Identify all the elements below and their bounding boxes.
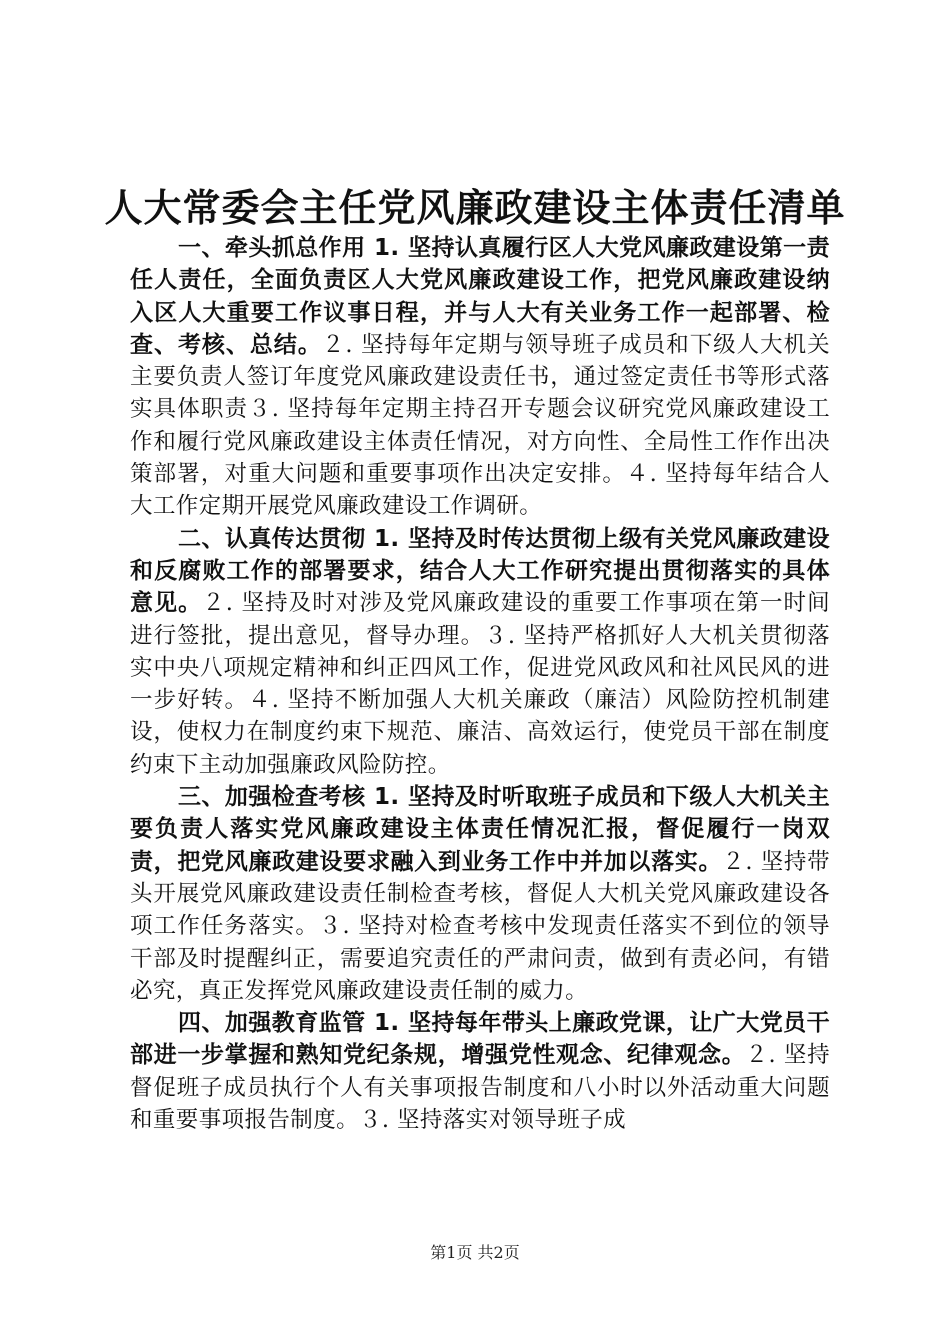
section-4-text: ２. 坚持督促班子成员执行个人有关事项报告制度和八小时以外活动重大问题和重要事项报告制度。３. 坚持落实对领导班子成: [130, 1042, 831, 1134]
section-4: [130, 1007, 830, 1136]
section-4-heading: 四、加强教育监管 1. 坚持每年带头上廉政党课，让广大党员干部进一步掌握和熟知党纪条规，增强党性观念、纪律观念。: [130, 1010, 830, 1069]
section-3: [130, 781, 830, 1007]
document-title: 人大常委会主任党风廉政建设主体责任清单: [104, 185, 846, 230]
section-2: [130, 523, 830, 781]
section-2-heading: 二、认真传达贯彻 1. 坚持及时传达贯彻上级有关党风廉政建设和反腐败工作的部署要求，结合人大工作研究提出贯彻落实的具体意见。: [130, 525, 830, 617]
document-body: [130, 232, 830, 1136]
section-1: [130, 232, 830, 523]
section-2-text: ２. 坚持及时对涉及党风廉政建设的重要工作事项在第一时间进行签批，提出意见，督导办理。３. 坚持严格抓好人大机关贯彻落实中央八项规定精神和纠正四风工作，促进党风政风和社风民风的进一步好转。４. 坚持不断加强人大机关廉政（廉洁）风险防控机制建设，使权力在制度约束下规范、廉洁、高效运行，使党员干部在制度约束下主动加强廉政风险防控。: [130, 590, 830, 778]
section-3-text: ２. 坚持带头开展党风廉政建设责任制检查考核，督促人大机关党风廉政建设各项工作任务落实。３. 坚持对检查考核中发现责任落实不到位的领导干部及时提醒纠正，需要追究责任的严肃问责，做到有责必问，有错必究，真正发挥党风廉政建设责任制的威力。: [130, 848, 830, 1004]
section-1-text: ２. 坚持每年定期与领导班子成员和下级人大机关主要负责人签订年度党风廉政建设责任书，通过签定责任书等形式落实具体职责３. 坚持每年定期主持召开专题会议研究党风廉政建设工作和履行党风廉政建设主体责任情况，对方向性、全局性工作作出决策部署，对重大问题和重要事项作出决定安排。４. 坚持每年结合人大工作定期开展党风廉政建设工作调研。: [130, 331, 831, 520]
section-3-heading: 三、加强检查考核 1. 坚持及时听取班子成员和下级人大机关主要负责人落实党风廉政建设主体责任情况汇报，督促履行一岗双责，把党风廉政建设要求融入到业务工作中并加以落实。: [130, 784, 830, 875]
section-1-heading: 一、牵头抓总作用 1. 坚持认真履行区人大党风廉政建设第一责任人责任，全面负责区人大党风廉政建设工作，把党风廉政建设纳入区人大重要工作议事日程，并与人大有关业务工作一起部署、检查、考核、总结。: [130, 235, 830, 358]
page-footer: 第1页 共2页: [430, 1243, 520, 1262]
